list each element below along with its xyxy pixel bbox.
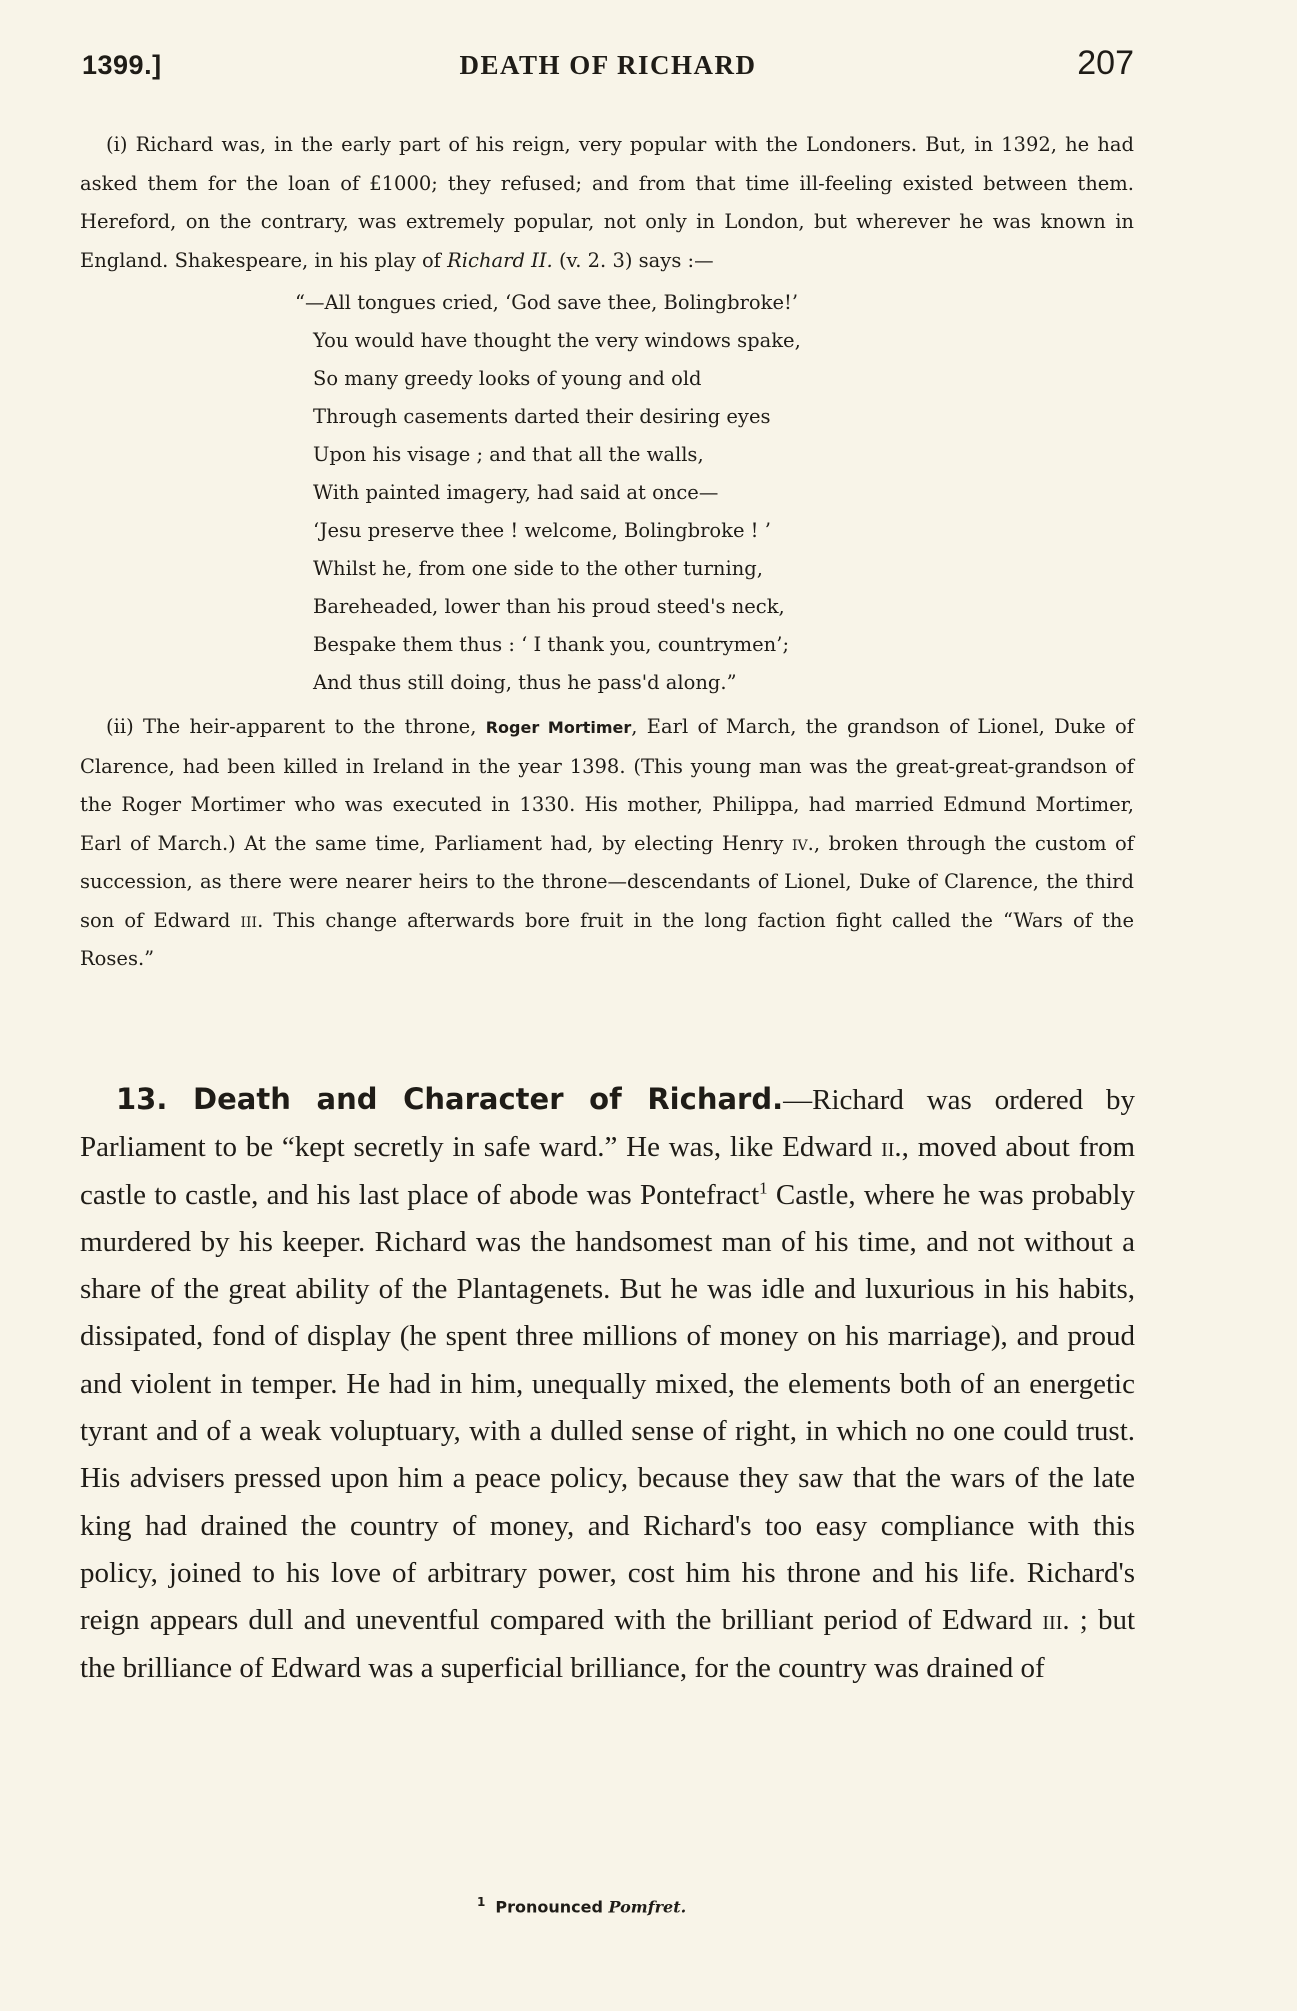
poem-quotation [80, 284, 1134, 702]
poem-line: So many greedy looks of young and old [313, 367, 702, 390]
note-ii-text: , Earl of March, the grandson of Lionel, Duke of Clarence, had been killed in Ireland in the year 1398. (This young man was the great-great-grandson of the Roger Mortimer who was executed in 1330. His mother, Philippa, had married Edmund Mortimer, Earl of March.) At the same time, Parliament had, by electing Henry [80, 715, 1134, 855]
poem-line: Whilst he, from one side to the other turning, [313, 557, 763, 580]
header-year: 1399.] [82, 50, 162, 80]
section-text: , moved about from castle to castle, and his last place of abode was Pontefract [80, 1131, 1135, 1211]
poem-line: With painted imagery, had said at once— [313, 481, 719, 504]
regnal-numeral: iii. [240, 908, 264, 932]
page-number: 207 [1077, 44, 1134, 82]
poem-line: Upon his visage ; and that all the walls, [313, 443, 704, 466]
footnote-mark: 1 [477, 1895, 486, 1909]
regnal-numeral: iii. [1042, 1604, 1070, 1637]
note-ii [80, 708, 1134, 979]
note-ii-text: (ii) The heir-apparent to the throne, [106, 715, 486, 738]
section-heading: 13. Death and Character of Richard. [116, 1082, 784, 1116]
poem-line: Bespake them thus : ‘ I thank you, countrymen’; [313, 633, 790, 656]
section-text: Castle, where he was probably murdered by his keeper. Richard was the handsomest man of his time, and not without a share of the great ability of the Plantagenets. But he was idle and luxurious in his habits, dissipated, fond of display (he spent three millions of money on his marriage), and proud and violent in temper. He had in him, unequally mixed, the elements both of an energetic tyrant and of a weak voluptuary, with a dulled sense of right, in which no one could trust. His advisers pressed upon him a peace policy, because they saw that the wars of the late king had drained the country of money, and Richard's too easy compliance with this policy, joined to his love of arbitrary power, cost him his throne and his life. Richard's reign appears dull and uneventful compared with the brilliant period of Edward [80, 1178, 1135, 1637]
regnal-numeral: ii. [881, 1131, 902, 1164]
note-i-text: (i) Richard was, in the early part of his reign, very popular with the Londoners. But, in 1392, he had asked them for the loan of £1000; they refused; and from that time ill-feeling existed between them. Hereford, on the contrary, was extremely popular, not only in London, but wherever he was known in England. Shakespeare, in his play of [80, 133, 1134, 272]
poem-line: “—All tongues cried, ‘God save thee, Bolingbroke!’ [295, 291, 799, 314]
poem-line: Bareheaded, lower than his proud steed's neck, [313, 595, 785, 618]
footnote [477, 1895, 686, 1916]
poem-line: ‘Jesu preserve thee ! welcome, Bolingbroke ! ’ [313, 519, 771, 542]
section-text: ; but the brilliance of Edward was a superficial brilliance, for the country was drained of [80, 1604, 1136, 1684]
note-i [80, 126, 1134, 280]
poem-line: And thus still doing, thus he pass'd along.” [313, 671, 737, 694]
note-ii-text: This change afterwards bore fruit in the long faction fight called the “Wars of the Roses.” [80, 908, 1134, 970]
section-text: —Richard was ordered by Parliament to be “kept secretly in safe ward.” He was, like Edward [80, 1084, 1135, 1164]
play-title: Richard II. [447, 248, 553, 272]
poem-line: Through casements darted their desiring eyes [313, 405, 771, 428]
note-i-citation: (v. 2. 3) says :— [552, 248, 714, 272]
footnote-text: Pronounced [495, 1897, 609, 1917]
footnote-reference: 1 [759, 1177, 768, 1197]
regnal-numeral: iv. [792, 831, 814, 855]
footnote-italic: Pomfret. [608, 1897, 687, 1917]
section-13 [80, 1076, 1135, 1692]
note-ii-text: , broken through the custom of succession, as there were nearer heirs to the throne—descendants of Lionel, Duke of Clarence, the third son of Edward [80, 831, 1134, 932]
running-head [82, 44, 1134, 88]
notes-block [80, 126, 1134, 979]
header-title: DEATH OF RICHARD [459, 50, 757, 80]
section-paragraph [80, 1076, 1135, 1692]
roger-mortimer-name: Roger Mortimer [485, 718, 632, 737]
poem-line: You would have thought the very windows spake, [313, 329, 801, 352]
